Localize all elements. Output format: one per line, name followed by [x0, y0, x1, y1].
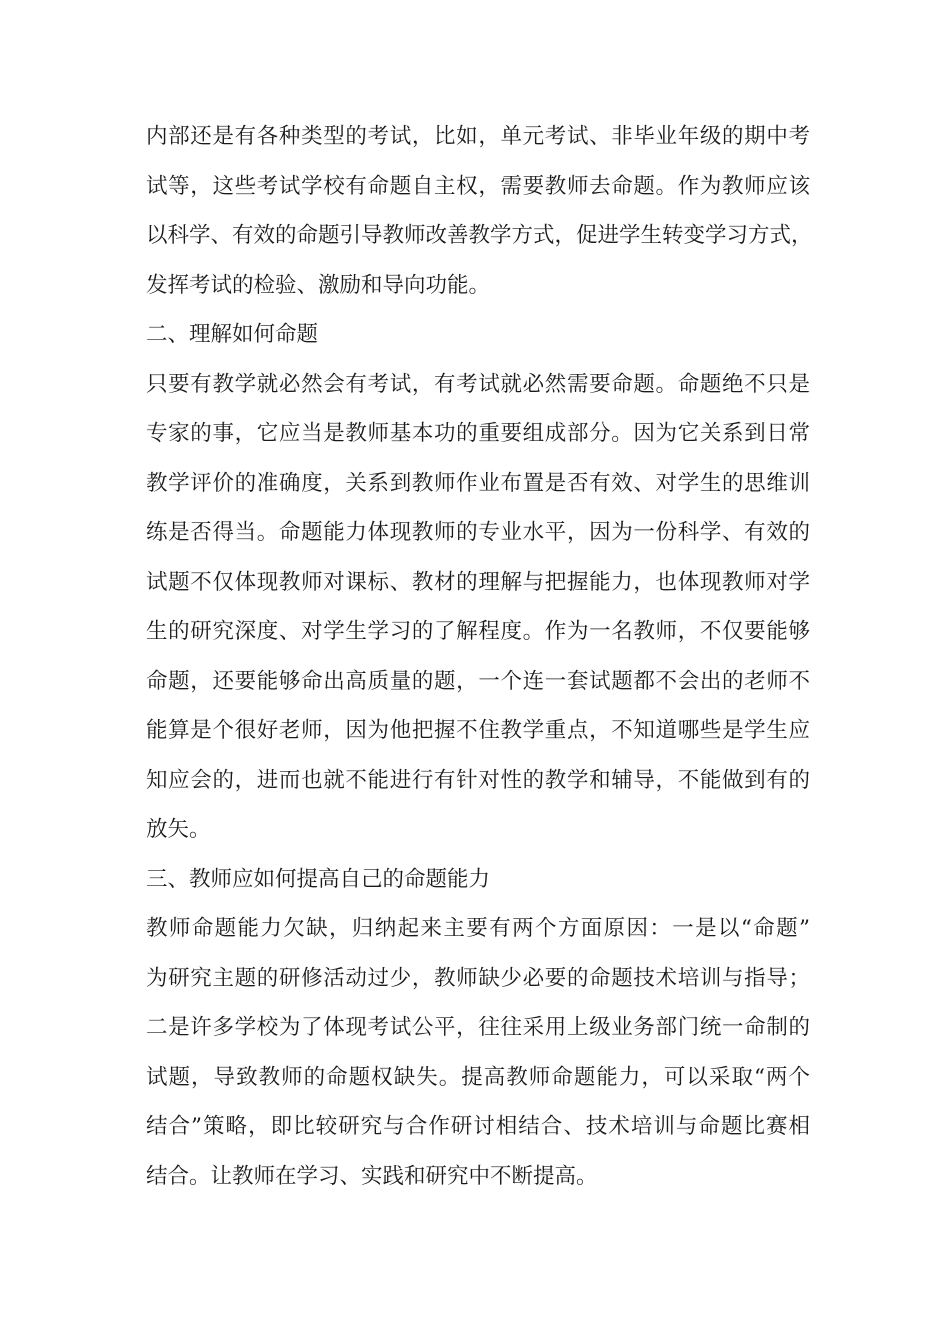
section-heading-2: 二、理解如何命题	[146, 322, 319, 347]
paragraph-line: 发挥考试的检验、激励和导向功能。	[146, 272, 491, 298]
document-body	[146, 112, 813, 1201]
paragraph-line: 生的研究深度、对学生学习的了解程度。作为一名教师，不仅要能够	[146, 619, 810, 644]
paragraph-line: 结合”策略，即比较研究与合作研讨相结合、技术培训与命题比赛相	[146, 1114, 810, 1139]
paragraph-line: 练是否得当。命题能力体现教师的专业水平，因为一份科学、有效的	[146, 520, 810, 545]
paragraph-1	[146, 112, 813, 310]
paragraph-line: 结合。让教师在学习、实践和研究中不断提高。	[146, 1163, 598, 1189]
paragraph-line: 知应会的，进而也就不能进行有针对性的教学和辅导，不能做到有的	[146, 767, 810, 793]
paragraph-line: 为研究主题的研修活动过少，教师缺少必要的命题技术培训与指导；	[146, 965, 810, 991]
paragraph-line: 能算是个很好老师，因为他把握不住教学重点，不知道哪些是学生应	[146, 718, 810, 743]
paragraph-line: 试等，这些考试学校有命题自主权，需要教师去命题。作为教师应该	[146, 173, 810, 199]
paragraph-line: 试题，导致教师的命题权缺失。提高教师命题能力，可以采取“两个	[146, 1064, 810, 1090]
paragraph-line: 放矢。	[146, 817, 211, 842]
paragraph-3	[146, 904, 810, 1201]
paragraph-line: 只要有教学就必然会有考试，有考试就必然需要命题。命题绝不只是	[146, 371, 810, 397]
paragraph-line: 教师命题能力欠缺，归纳起来主要有两个方面原因：一是以“命题”	[146, 916, 810, 941]
paragraph-line: 命题，还要能够命出高质量的题，一个连一套试题都不会出的老师不	[146, 668, 810, 694]
paragraph-line: 试题不仅体现教师对课标、教材的理解与把握能力，也体现教师对学	[146, 569, 810, 595]
paragraph-line: 教学评价的准确度，关系到教师作业布置是否有效、对学生的思维训	[146, 470, 810, 496]
section-heading-3: 三、教师应如何提高自己的命题能力	[146, 866, 491, 892]
paragraph-line: 以科学、有效的命题引导教师改善教学方式，促进学生转变学习方式，	[146, 223, 813, 248]
paragraph-line: 二是许多学校为了体现考试公平，往往采用上级业务部门统一命制的	[146, 1015, 810, 1040]
paragraph-2	[146, 360, 810, 855]
paragraph-line: 内部还是有各种类型的考试，比如，单元考试、非毕业年级的期中考	[146, 124, 810, 149]
paragraph-line: 专家的事，它应当是教师基本功的重要组成部分。因为它关系到日常	[146, 421, 810, 446]
